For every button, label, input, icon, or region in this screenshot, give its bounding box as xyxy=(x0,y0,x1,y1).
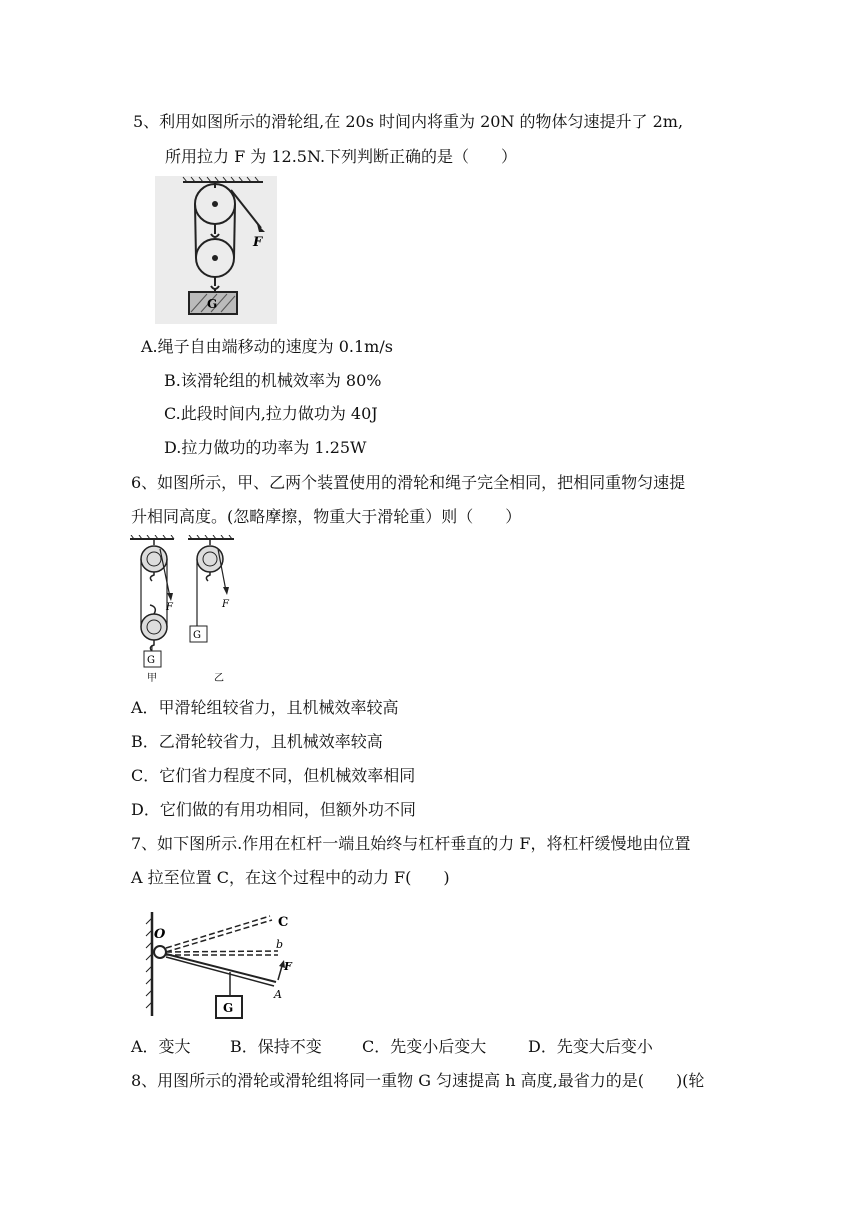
q5-option-b: B.该滑轮组的机械效率为 80% xyxy=(164,371,382,390)
q7-label-c: C xyxy=(278,915,289,930)
q7-stem-line2: A 拉至位置 C，在这个过程中的动力 F( ) xyxy=(131,868,450,887)
q5-option-a: A.绳子自由端移动的速度为 0.1m/s xyxy=(141,337,393,356)
q7-label-b: b xyxy=(276,938,284,951)
q7-option-a: A．变大 xyxy=(131,1037,191,1056)
q5-pulley-figure xyxy=(155,176,277,324)
q7-label-o: O xyxy=(154,927,166,942)
q7-option-d: D．先变大后变小 xyxy=(528,1037,653,1056)
q6-weight-label-yi: G xyxy=(193,630,201,641)
q5-force-label: F xyxy=(253,235,263,250)
q7-label-f: F xyxy=(284,960,292,973)
q5-weight-label: G xyxy=(207,297,218,311)
q6-force-label-yi: F xyxy=(222,599,229,610)
q7-label-g: G xyxy=(223,1001,234,1015)
q6-option-b: B．乙滑轮较省力，且机械效率较高 xyxy=(131,732,383,751)
q6-option-d: D．它们做的有用功相同，但额外功不同 xyxy=(131,800,416,819)
q6-stem-line1: 6、如图所示，甲、乙两个装置使用的滑轮和绳子完全相同，把相同重物匀速提 xyxy=(131,473,686,492)
q6-label-yi: 乙 xyxy=(214,673,224,684)
q6-weight-label-jia: G xyxy=(147,655,155,666)
q7-option-c: C．先变小后变大 xyxy=(362,1037,487,1056)
q7-lever-figure xyxy=(138,908,303,1023)
q5-option-c: C.此段时间内,拉力做功为 40J xyxy=(164,404,378,423)
q8-stem-line1: 8、用图所示的滑轮或滑轮组将同一重物 G 匀速提高 h 高度,最省力的是( )(轮 xyxy=(131,1071,705,1090)
q7-label-a: A xyxy=(274,988,282,1001)
q6-option-c: C．它们省力程度不同，但机械效率相同 xyxy=(131,766,416,785)
q6-stem-line2: 升相同高度。(忽略摩擦，物重大于滑轮重）则（ ） xyxy=(131,507,522,526)
q6-force-label-jia: F xyxy=(166,602,173,613)
q6-option-a: A．甲滑轮组较省力，且机械效率较高 xyxy=(131,698,399,717)
q5-stem-line2: 所用拉力 F 为 12.5N.下列判断正确的是（ ） xyxy=(165,147,518,166)
q6-pulley-figure xyxy=(128,535,248,685)
q5-stem-line1: 5、利用如图所示的滑轮组,在 20s 时间内将重为 20N 的物体匀速提升了 2m, xyxy=(133,112,684,131)
q7-stem-line1: 7、如下图所示.作用在杠杆一端且始终与杠杆垂直的力 F，将杠杆缓慢地由位置 xyxy=(131,834,691,853)
q7-option-b: B．保持不变 xyxy=(230,1037,322,1056)
q6-label-jia: 甲 xyxy=(147,673,157,684)
q5-option-d: D.拉力做功的功率为 1.25W xyxy=(164,438,367,457)
